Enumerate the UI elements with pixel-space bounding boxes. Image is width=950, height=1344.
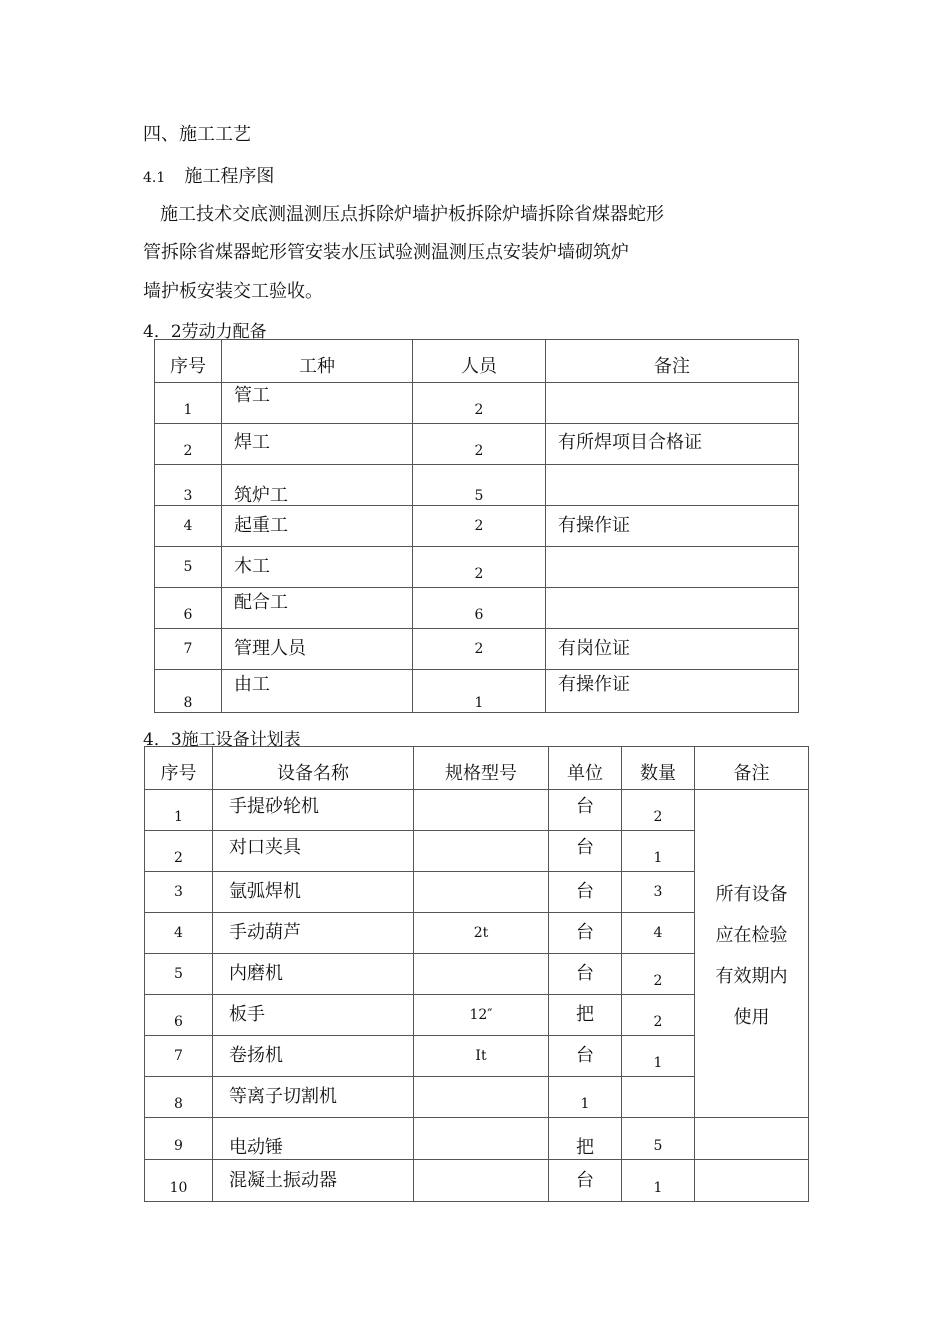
work-type: 配合工 (222, 588, 413, 629)
note (546, 588, 799, 629)
spec (414, 872, 549, 913)
row-no: 9 (145, 1118, 213, 1160)
spec (414, 1160, 549, 1202)
header-cell: 数量 (622, 747, 695, 790)
table-row (145, 790, 809, 831)
spec (414, 1118, 549, 1160)
subsection-title: 施工程序图 (184, 166, 275, 187)
note (546, 465, 799, 506)
row-no: 3 (155, 465, 222, 506)
table-row (155, 547, 799, 588)
subsection-4-2-title: 4．2劳动力配备 (143, 322, 267, 342)
quantity: 5 (622, 1118, 695, 1160)
quantity: 2 (622, 790, 695, 831)
row-no: 6 (155, 588, 222, 629)
spec: 12″ (414, 995, 549, 1036)
equipment-name: 对口夹具 (213, 831, 414, 872)
equipment-name: 混凝土振动器 (213, 1160, 414, 1202)
note (546, 383, 799, 424)
header-cell: 备注 (695, 747, 809, 790)
table-row (145, 1160, 809, 1202)
row-no: 7 (145, 1036, 213, 1077)
row-no: 10 (145, 1160, 213, 1202)
quantity: 4 (622, 913, 695, 954)
row-no: 5 (145, 954, 213, 995)
equipment-name: 板手 (213, 995, 414, 1036)
row-no: 3 (145, 872, 213, 913)
work-type: 筑炉工 (222, 465, 413, 506)
quantity: 1 (622, 831, 695, 872)
table-row (155, 588, 799, 629)
subsection-4-1 (143, 162, 274, 188)
unit: 台 (549, 790, 622, 831)
equipment-name: 手动葫芦 (213, 913, 414, 954)
headcount: 2 (413, 506, 546, 547)
labor-header-row (155, 340, 799, 383)
spec: It (414, 1036, 549, 1077)
header-cell: 序号 (155, 340, 222, 383)
remark-empty (695, 1118, 809, 1160)
equipment-name: 等离子切割机 (213, 1077, 414, 1118)
spec (414, 790, 549, 831)
table-row (155, 383, 799, 424)
row-no: 8 (145, 1077, 213, 1118)
headcount: 6 (413, 588, 546, 629)
equipment-name: 内磨机 (213, 954, 414, 995)
work-type: 木工 (222, 547, 413, 588)
procedure-line-3: 墙护板安装交工验收。 (143, 281, 323, 302)
headcount: 2 (413, 424, 546, 465)
table-row (155, 629, 799, 670)
labor-table (154, 339, 799, 713)
table-row (145, 1118, 809, 1160)
spec: 2t (414, 913, 549, 954)
note: 有岗位证 (546, 629, 799, 670)
row-no: 1 (155, 383, 222, 424)
headcount: 2 (413, 383, 546, 424)
table-row (155, 670, 799, 713)
unit: 把 (549, 995, 622, 1036)
quantity (622, 1077, 695, 1118)
work-type: 由工 (222, 670, 413, 713)
row-no: 8 (155, 670, 222, 713)
section-title: 四、施工工艺 (143, 124, 251, 145)
equipment-name: 氩弧焊机 (213, 872, 414, 913)
equipment-header-row (145, 747, 809, 790)
table-row (155, 465, 799, 506)
remark-line: 有效期内 (715, 966, 788, 987)
unit: 台 (549, 831, 622, 872)
unit: 台 (549, 872, 622, 913)
remark-empty (695, 1160, 809, 1202)
unit: 台 (549, 954, 622, 995)
header-cell: 单位 (549, 747, 622, 790)
row-no: 5 (155, 547, 222, 588)
headcount: 2 (413, 547, 546, 588)
unit: 1 (549, 1077, 622, 1118)
work-type: 管工 (222, 383, 413, 424)
table-row (155, 424, 799, 465)
quantity: 2 (622, 954, 695, 995)
row-no: 2 (155, 424, 222, 465)
header-cell: 设备名称 (213, 747, 414, 790)
row-no: 4 (155, 506, 222, 547)
header-cell: 序号 (145, 747, 213, 790)
spec (414, 831, 549, 872)
quantity: 1 (622, 1160, 695, 1202)
header-cell: 人员 (413, 340, 546, 383)
header-cell: 工种 (222, 340, 413, 383)
remark-line: 应在检验 (715, 925, 788, 946)
remark-line: 使用 (733, 1007, 770, 1028)
equipment-name: 电动锤 (213, 1118, 414, 1160)
header-cell: 备注 (546, 340, 799, 383)
remark-line: 所有设备 (715, 884, 788, 905)
headcount: 1 (413, 670, 546, 713)
row-no: 6 (145, 995, 213, 1036)
note: 有所焊项目合格证 (546, 424, 799, 465)
headcount: 5 (413, 465, 546, 506)
row-no: 4 (145, 913, 213, 954)
note: 有操作证 (546, 670, 799, 713)
subsection-number: 4.1 (143, 170, 166, 186)
unit: 台 (549, 1036, 622, 1077)
unit: 台 (549, 913, 622, 954)
row-no: 2 (145, 831, 213, 872)
spec (414, 954, 549, 995)
unit: 台 (549, 1160, 622, 1202)
note (546, 547, 799, 588)
equipment-table (144, 746, 809, 1202)
merged-remark (695, 790, 809, 1118)
procedure-line-1: 施工技术交底测温测压点拆除炉墙护板拆除炉墙拆除省煤器蛇形 (160, 204, 664, 225)
header-cell: 规格型号 (414, 747, 549, 790)
procedure-line-2: 管拆除省煤器蛇形管安装水压试验测温测压点安装炉墙砌筑炉 (143, 242, 629, 263)
equipment-name: 卷扬机 (213, 1036, 414, 1077)
row-no: 7 (155, 629, 222, 670)
work-type: 焊工 (222, 424, 413, 465)
subsection-4-3-title: 4．3施工设备计划表 (143, 730, 301, 750)
quantity: 3 (622, 872, 695, 913)
equipment-name: 手提砂轮机 (213, 790, 414, 831)
row-no: 1 (145, 790, 213, 831)
unit: 把 (549, 1118, 622, 1160)
headcount: 2 (413, 629, 546, 670)
note: 有操作证 (546, 506, 799, 547)
table-row (155, 506, 799, 547)
work-type: 管理人员 (222, 629, 413, 670)
spec (414, 1077, 549, 1118)
work-type: 起重工 (222, 506, 413, 547)
quantity: 2 (622, 995, 695, 1036)
quantity: 1 (622, 1036, 695, 1077)
